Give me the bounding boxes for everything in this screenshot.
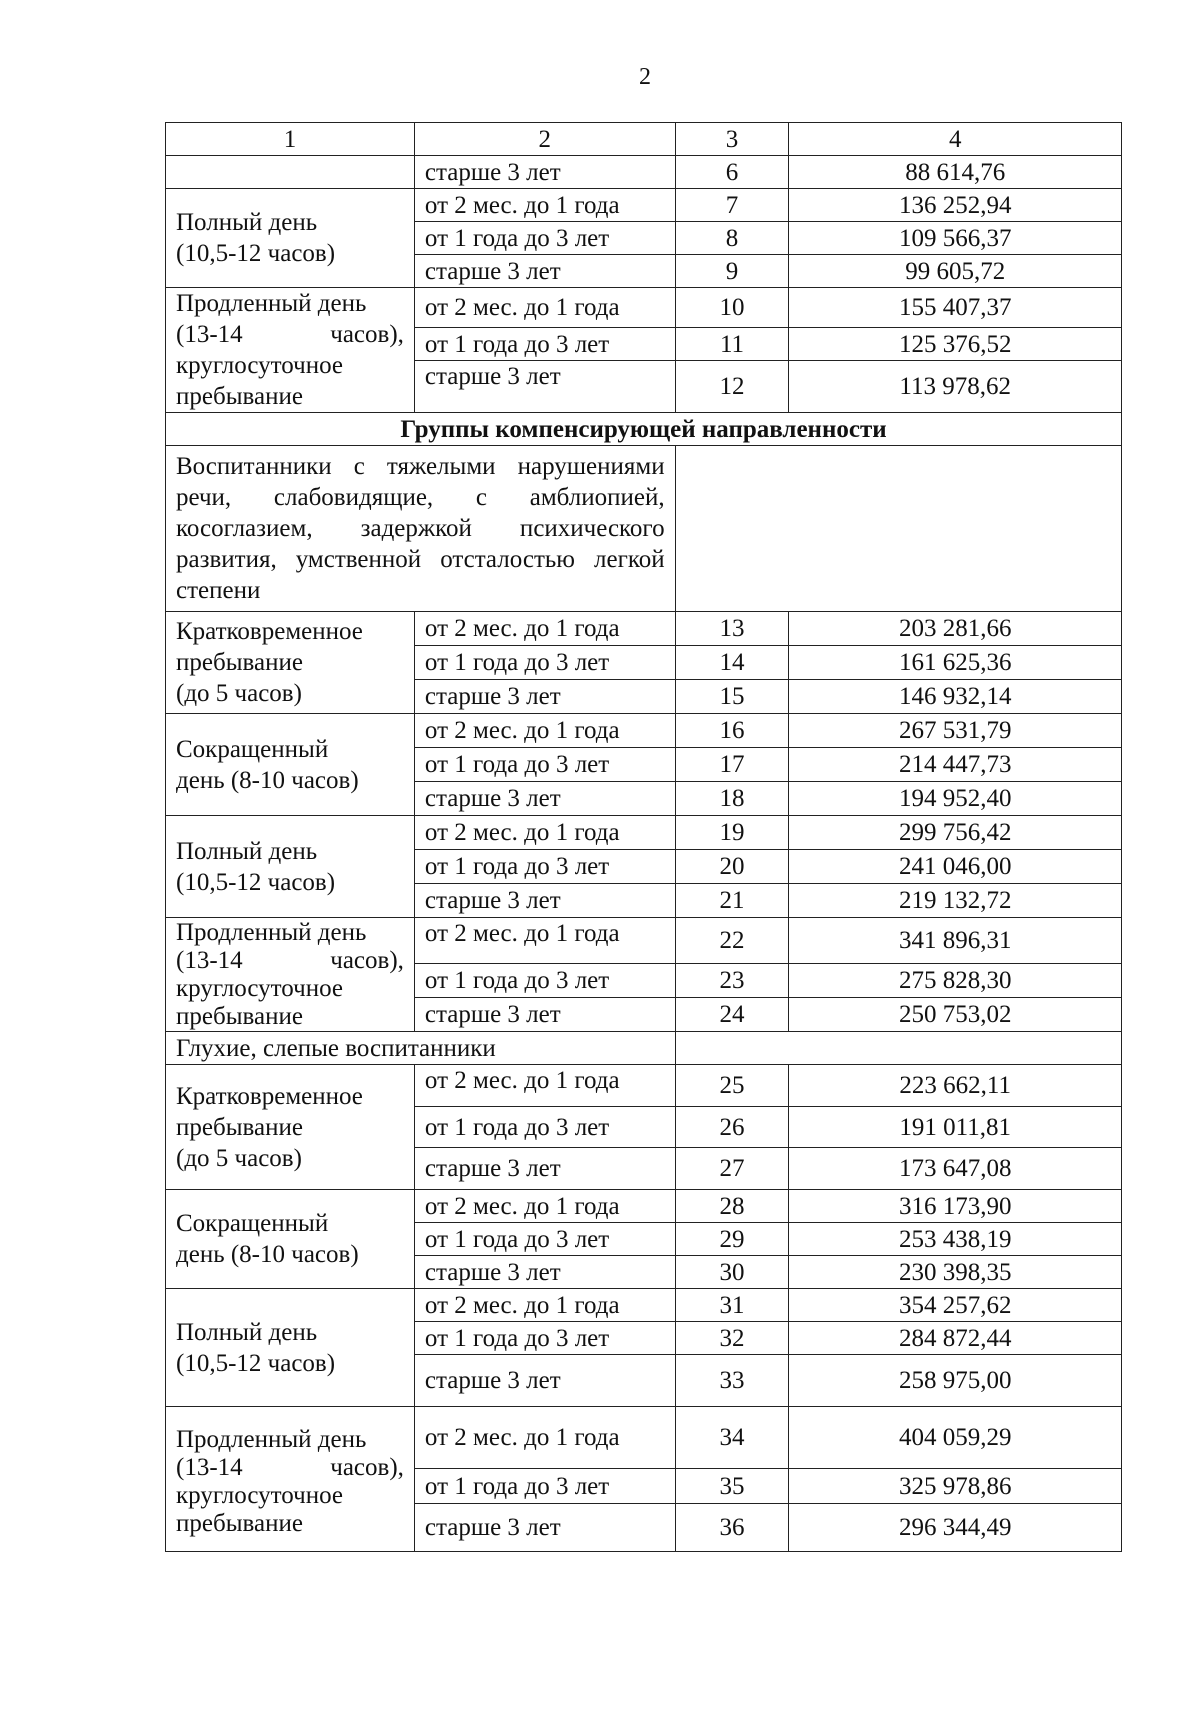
table-row xyxy=(166,1065,1122,1107)
row-number: 30 xyxy=(675,1256,789,1289)
group-description: Глухие, слепые воспитанники xyxy=(166,1032,676,1065)
age-cell: от 2 мес. до 1 года xyxy=(414,288,675,328)
age-cell: старше 3 лет xyxy=(414,998,675,1032)
mode-line: пребывание xyxy=(176,649,303,676)
row-number: 22 xyxy=(675,918,789,964)
header-cell: 1 xyxy=(166,123,415,156)
row-number: 33 xyxy=(675,1355,789,1407)
row-number: 29 xyxy=(675,1223,789,1256)
row-value: 267 531,79 xyxy=(789,714,1122,748)
row-number: 34 xyxy=(675,1407,789,1469)
empty-cell xyxy=(166,156,415,189)
page-number: 2 xyxy=(639,64,651,90)
row-value: 214 447,73 xyxy=(789,748,1122,782)
mode-line: (до 5 часов) xyxy=(176,680,302,707)
row-number: 31 xyxy=(675,1289,789,1322)
empty-cell xyxy=(675,1032,1121,1065)
row-number: 15 xyxy=(675,680,789,714)
row-value: 250 753,02 xyxy=(789,998,1122,1032)
row-value: 191 011,81 xyxy=(789,1107,1122,1148)
mode-cell xyxy=(166,816,415,918)
row-number: 27 xyxy=(675,1148,789,1190)
row-value: 284 872,44 xyxy=(789,1322,1122,1355)
age-cell: от 2 мес. до 1 года xyxy=(414,816,675,850)
row-value: 325 978,86 xyxy=(789,1469,1122,1504)
row-number: 13 xyxy=(675,612,789,646)
age-cell: старше 3 лет xyxy=(414,1256,675,1289)
row-value: 173 647,08 xyxy=(789,1148,1122,1190)
mode-line-part: (13-14 xyxy=(176,946,243,974)
table-row xyxy=(166,1190,1122,1223)
row-number: 25 xyxy=(675,1065,789,1107)
mode-line: пребывание xyxy=(176,383,303,410)
row-value: 203 281,66 xyxy=(789,612,1122,646)
age-cell: старше 3 лет xyxy=(414,156,675,189)
mode-cell xyxy=(166,288,415,413)
row-number: 35 xyxy=(675,1469,789,1504)
row-value: 155 407,37 xyxy=(789,288,1122,328)
row-value: 125 376,52 xyxy=(789,328,1122,361)
mode-line: Продленный день xyxy=(176,1426,367,1453)
row-number: 12 xyxy=(675,361,789,413)
age-cell: старше 3 лет xyxy=(414,1504,675,1552)
mode-line-part: часов), xyxy=(330,1454,404,1481)
header-cell: 4 xyxy=(789,123,1122,156)
mode-line: круглосуточное xyxy=(176,974,343,1002)
mode-line: (10,5-12 часов) xyxy=(176,240,336,267)
mode-line-part: часов), xyxy=(330,321,404,348)
row-number: 20 xyxy=(675,850,789,884)
mode-line: день (8-10 часов) xyxy=(176,1241,359,1268)
age-cell: старше 3 лет xyxy=(414,884,675,918)
age-cell: старше 3 лет xyxy=(414,255,675,288)
mode-line: Кратковременное xyxy=(176,618,363,645)
mode-line-part: (13-14 xyxy=(176,1454,243,1481)
mode-line: круглосуточное xyxy=(176,352,343,379)
age-cell: от 1 года до 3 лет xyxy=(414,748,675,782)
age-cell: от 2 мес. до 1 года xyxy=(414,189,675,222)
mode-cell xyxy=(166,1407,415,1552)
mode-line: Сокращенный xyxy=(176,735,329,763)
mode-line: пребывание xyxy=(176,1002,303,1030)
row-value: 194 952,40 xyxy=(789,782,1122,816)
row-number: 6 xyxy=(675,156,789,189)
mode-line: Сокращенный xyxy=(176,1210,329,1237)
row-value: 223 662,11 xyxy=(789,1065,1122,1107)
mode-cell xyxy=(166,1065,415,1190)
group-row xyxy=(166,1032,1122,1065)
row-value: 109 566,37 xyxy=(789,222,1122,255)
row-value: 219 132,72 xyxy=(789,884,1122,918)
section-row xyxy=(166,413,1122,446)
section-title: Группы компенсирующей направленности xyxy=(166,413,1122,446)
age-cell: старше 3 лет xyxy=(414,1148,675,1190)
mode-line: Продленный день xyxy=(176,290,367,317)
row-value: 316 173,90 xyxy=(789,1190,1122,1223)
row-number: 36 xyxy=(675,1504,789,1552)
header-row xyxy=(166,123,1122,156)
row-number: 7 xyxy=(675,189,789,222)
row-number: 11 xyxy=(675,328,789,361)
row-number: 26 xyxy=(675,1107,789,1148)
table-row xyxy=(166,714,1122,748)
age-cell: от 1 года до 3 лет xyxy=(414,646,675,680)
empty-cell xyxy=(675,446,1121,612)
mode-line: Продленный день xyxy=(176,918,367,946)
row-number: 21 xyxy=(675,884,789,918)
mode-line xyxy=(176,1454,404,1482)
row-value: 161 625,36 xyxy=(789,646,1122,680)
row-value: 99 605,72 xyxy=(789,255,1122,288)
row-number: 18 xyxy=(675,782,789,816)
age-cell: от 2 мес. до 1 года xyxy=(414,714,675,748)
mode-line xyxy=(176,947,404,975)
age-cell: от 2 мес. до 1 года xyxy=(414,1407,675,1469)
mode-line: (до 5 часов) xyxy=(176,1144,302,1172)
age-cell: от 2 мес. до 1 года xyxy=(414,1065,675,1107)
mode-line xyxy=(176,319,404,350)
row-value: 136 252,94 xyxy=(789,189,1122,222)
row-value: 296 344,49 xyxy=(789,1504,1122,1552)
table-row xyxy=(166,189,1122,222)
row-value: 275 828,30 xyxy=(789,964,1122,998)
row-number: 14 xyxy=(675,646,789,680)
row-number: 9 xyxy=(675,255,789,288)
mode-cell xyxy=(166,612,415,714)
row-number: 24 xyxy=(675,998,789,1032)
table-row xyxy=(166,1289,1122,1322)
group-description: Воспитанники с тяжелыми нарушениями речи, слабовидящие, с амблиопией, косоглазием, задержкой психического развития, умственной отсталостью легкой степени xyxy=(166,446,676,612)
row-value: 146 932,14 xyxy=(789,680,1122,714)
age-cell: старше 3 лет xyxy=(414,1355,675,1407)
row-number: 32 xyxy=(675,1322,789,1355)
age-cell: от 1 года до 3 лет xyxy=(414,328,675,361)
row-number: 16 xyxy=(675,714,789,748)
mode-cell xyxy=(166,1190,415,1289)
row-value: 253 438,19 xyxy=(789,1223,1122,1256)
row-value: 341 896,31 xyxy=(789,918,1122,964)
age-cell: от 1 года до 3 лет xyxy=(414,1322,675,1355)
table-row xyxy=(166,816,1122,850)
row-number: 8 xyxy=(675,222,789,255)
row-value: 299 756,42 xyxy=(789,816,1122,850)
row-value: 404 059,29 xyxy=(789,1407,1122,1469)
row-number: 10 xyxy=(675,288,789,328)
age-cell: от 1 года до 3 лет xyxy=(414,964,675,998)
age-cell: старше 3 лет xyxy=(414,782,675,816)
mode-line: круглосуточное xyxy=(176,1482,343,1509)
mode-line: Полный день xyxy=(176,1318,318,1346)
age-cell: от 1 года до 3 лет xyxy=(414,222,675,255)
mode-cell xyxy=(166,918,415,1032)
mode-line: (10,5-12 часов) xyxy=(176,868,336,896)
mode-line: пребывание xyxy=(176,1510,303,1537)
row-number: 17 xyxy=(675,748,789,782)
mode-line: Кратковременное xyxy=(176,1082,363,1110)
age-cell: старше 3 лет xyxy=(414,361,675,413)
tariff-table xyxy=(165,122,1122,1552)
mode-line: (10,5-12 часов) xyxy=(176,1349,336,1377)
row-value: 230 398,35 xyxy=(789,1256,1122,1289)
table-row xyxy=(166,288,1122,328)
row-value: 241 046,00 xyxy=(789,850,1122,884)
age-cell: от 2 мес. до 1 года xyxy=(414,1190,675,1223)
row-value: 88 614,76 xyxy=(789,156,1122,189)
age-cell: от 2 мес. до 1 года xyxy=(414,1289,675,1322)
mode-line-part: часов), xyxy=(330,946,404,974)
age-cell: от 1 года до 3 лет xyxy=(414,850,675,884)
mode-line: Полный день xyxy=(176,837,318,865)
row-value: 354 257,62 xyxy=(789,1289,1122,1322)
row-value: 258 975,00 xyxy=(789,1355,1122,1407)
mode-cell xyxy=(166,714,415,816)
mode-line: день (8-10 часов) xyxy=(176,766,359,794)
group-row xyxy=(166,446,1122,612)
age-cell: от 2 мес. до 1 года xyxy=(414,918,675,964)
mode-line: пребывание xyxy=(176,1113,303,1141)
header-cell: 3 xyxy=(675,123,789,156)
age-cell: от 1 года до 3 лет xyxy=(414,1223,675,1256)
table-row xyxy=(166,156,1122,189)
row-number: 23 xyxy=(675,964,789,998)
age-cell: старше 3 лет xyxy=(414,680,675,714)
table-row xyxy=(166,918,1122,964)
table-row xyxy=(166,1407,1122,1469)
age-cell: от 1 года до 3 лет xyxy=(414,1107,675,1148)
mode-line: Полный день xyxy=(176,209,318,236)
mode-line-part: (13-14 xyxy=(176,321,243,348)
row-value: 113 978,62 xyxy=(789,361,1122,413)
age-cell: от 1 года до 3 лет xyxy=(414,1469,675,1504)
row-number: 19 xyxy=(675,816,789,850)
row-number: 28 xyxy=(675,1190,789,1223)
table-row xyxy=(166,612,1122,646)
header-cell: 2 xyxy=(414,123,675,156)
mode-cell xyxy=(166,1289,415,1407)
age-cell: от 2 мес. до 1 года xyxy=(414,612,675,646)
mode-cell xyxy=(166,189,415,288)
